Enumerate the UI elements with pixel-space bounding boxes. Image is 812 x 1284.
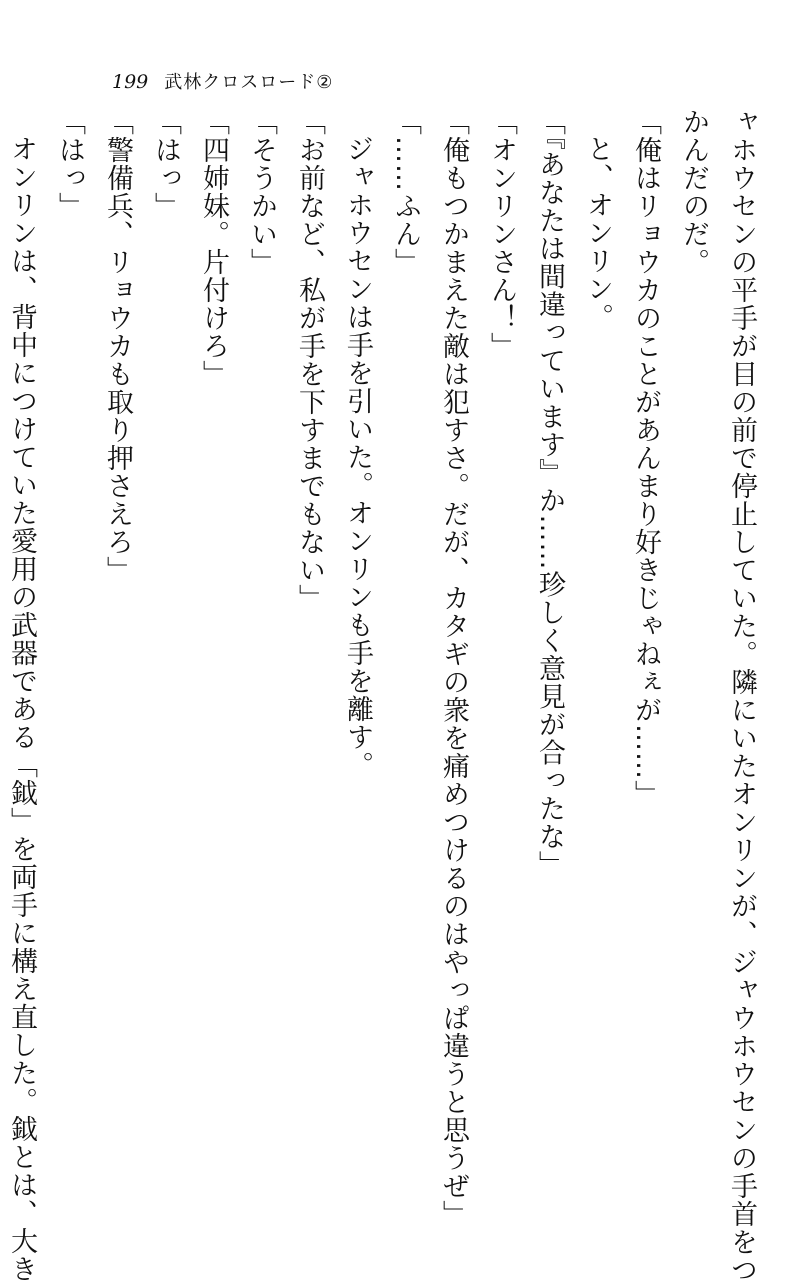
text-line: 「オンリンさん！」: [486, 108, 517, 360]
text-line: かんだのだ。: [678, 108, 709, 276]
text-line: 「『あなたは間違っています』か……珍しく意見が合ったな」: [534, 108, 565, 879]
text-line: ジャホウセンは手を引いた。オンリンも手を離す。: [342, 135, 373, 779]
text-line: 「そうかい」: [246, 108, 277, 276]
text-line: 「はっ」: [54, 108, 85, 220]
text-line: 「……ふん」: [390, 108, 421, 276]
text-line: 「俺はリョウカのことがあんまり好きじゃねぇが……」: [630, 108, 661, 808]
book-title: 武林クロスロード②: [164, 72, 334, 93]
text-line: 「お前など、私が手を下すまでもない」: [294, 108, 325, 612]
text-line: オンリンは、背中につけていた愛用の武器である「鉞」を両手に構え直した。鉞とは、大き: [6, 135, 37, 1283]
vertical-text-body: [6, 108, 765, 1284]
text-line: 「四姉妹。片付けろ」: [198, 108, 229, 388]
text-line: ャホウセンの平手が目の前で停止していた。隣にいたオンリンが、ジャウホウセンの手首をつ: [726, 108, 757, 1284]
text-line: 「警備兵、リョウカも取り押さえろ」: [102, 108, 133, 584]
page-number: 199: [112, 71, 149, 93]
text-line: 「俺もつかまえた敵は犯すさ。だが、カタギの衆を痛めつけるのはやっぱ違うと思うぜ」: [438, 108, 469, 1228]
running-header: [112, 68, 333, 98]
text-line: と、オンリン。: [582, 135, 613, 331]
text-line: 「はっ」: [150, 108, 181, 220]
